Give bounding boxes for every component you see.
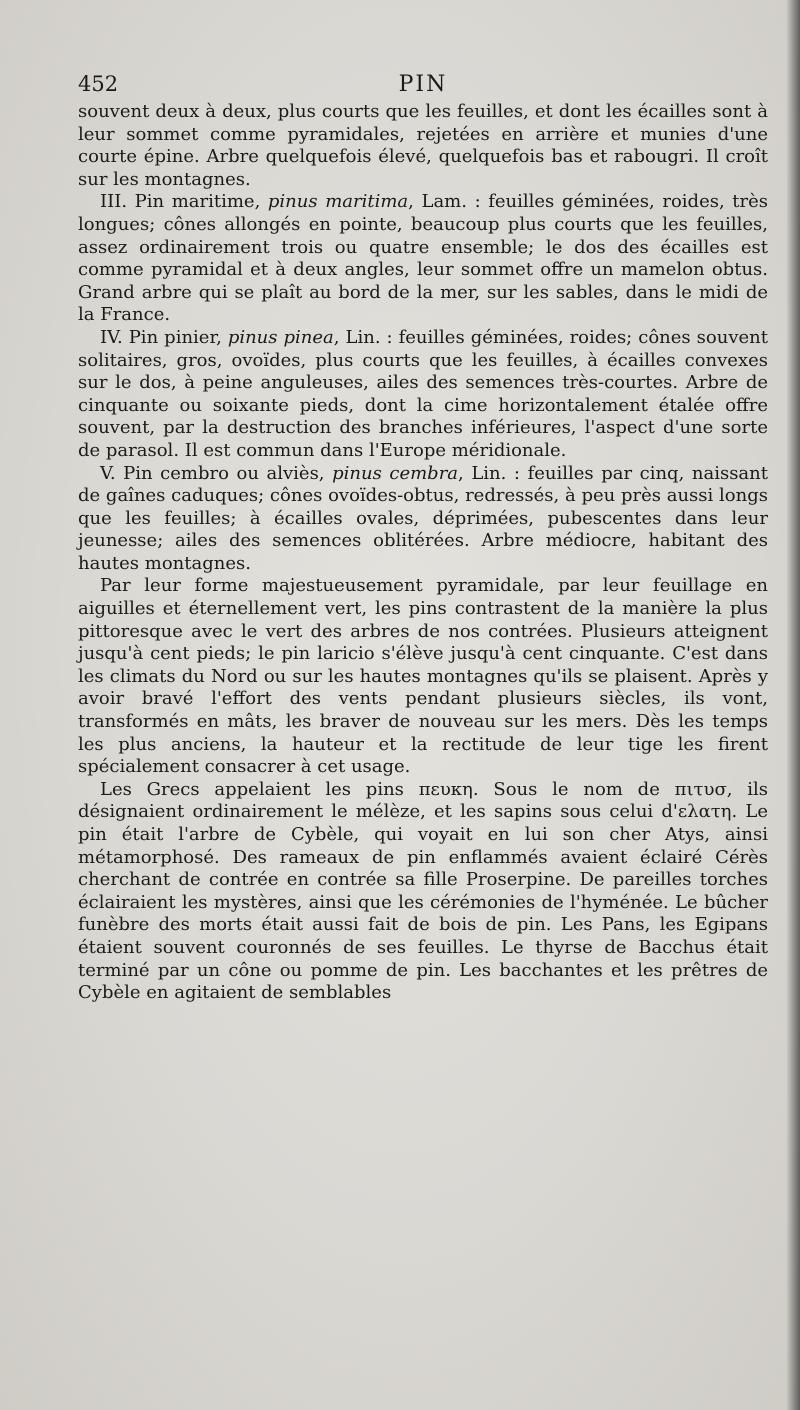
page-number: 452 (78, 72, 119, 96)
paragraph (78, 575, 768, 778)
paragraph (78, 101, 768, 191)
text-run: , Lam. : feuilles géminées, roides, très longues; cônes allongés en pointe, beaucoup plus courts que les feuilles, assez ordinairement trois ou quatre ensemble; le dos des écailles est comme pyramidal et à deux angles, leur sommet offre un mamelon obtus. Grand arbre qui se plaît au bord de la mer, sur les sables, dans le midi de la France. (78, 191, 769, 326)
running-head: PIN (398, 72, 448, 97)
text-run: souvent deux à deux, plus courts que les feuilles, et dont les écailles sont à leur sommet comme pyramidales, rejetées en arrière et munies d'une courte épine. Arbre quelquefois élevé, quelquefois bas et rabougri. Il croît sur les montagnes. (78, 101, 768, 190)
text-run: III. Pin maritime, (100, 191, 268, 213)
paragraph (78, 327, 768, 463)
text-run: IV. Pin pinier, (100, 326, 228, 348)
text-run: , Lin. : feuilles géminées, roides; cônes souvent solitaires, gros, ovoïdes, plus courts que les feuilles, à écailles convexes sur le dos, à peine anguleuses, ailes des semences très-courtes. Arbre de cinquante ou soixante pieds, dont la cime horizontalement étalée offre souvent, par la destruction des branches inférieures, l'aspect d'une sorte de parasol. Il est commun dans l'Europe méridionale. (78, 326, 768, 461)
paragraph (78, 191, 768, 327)
text-run: V. Pin cembro ou alviès, (100, 462, 333, 484)
text-run: Par leur forme majestueusement pyramidale, par leur feuillage en aiguilles et éternellement vert, les pins contrastent de la manière la plus pittoresque avec le vert des arbres de nos contrées. Plusieurs atteignent jusqu'à cent pieds; le pin laricio s'élève jusqu'à cent cinquante. C'est dans les climats du Nord ou sur les hautes montagnes qu'ils se plaisent. Après y avoir bravé l'effort des vents pendant plusieurs siècles, ils vont, transformés en mâts, les braver de nouveau sur les mers. Dès les temps les plus anciens, la hauteur et la rectitude de leur tige les firent spécialement consacrer à cet usage. (78, 575, 768, 778)
latin-name: pinus cembra (332, 462, 459, 484)
text-run: Les Grecs appelaient les pins πευκη. Sous le nom de πιτυσ, ils désignaient ordinairement le mélèze, et les sapins sous celui d'ελατη. Le pin était l'arbre de Cybèle, qui voyait en lui son cher Atys, ainsi métamorphosé. Des rameaux de pin enflammés avaient éclairé Cérès cherchant de contrée en contrée sa fille Proserpine. De pareilles torches éclairaient les mystères, ainsi que les cérémonies de l'hyménée. Le bûcher funèbre des morts était aussi fait de bois de pin. Les Pans, les Egipans étaient souvent couronnés de ses feuilles. Le thyrse de Bacchus était terminé par un cône ou pomme de pin. Les bacchantes et les prêtres de Cybèle en agitaient de semblables (78, 778, 768, 1004)
text-run: , Lin. : feuilles par cinq, naissant de gaînes caduques; cônes ovoïdes-obtus, redressés, à peu près aussi longs que les feuilles; à écailles ovales, déprimées, pubescentes dans leur jeunesse; ailes des semences oblitérées. Arbre médiocre, habitant des hautes montagnes. (78, 462, 768, 574)
latin-name: pinus pinea (227, 326, 334, 348)
paragraph (78, 463, 768, 576)
page-header (78, 72, 768, 102)
body-text (78, 101, 768, 1005)
latin-name: pinus maritima (267, 191, 409, 213)
paragraph (78, 779, 768, 1005)
